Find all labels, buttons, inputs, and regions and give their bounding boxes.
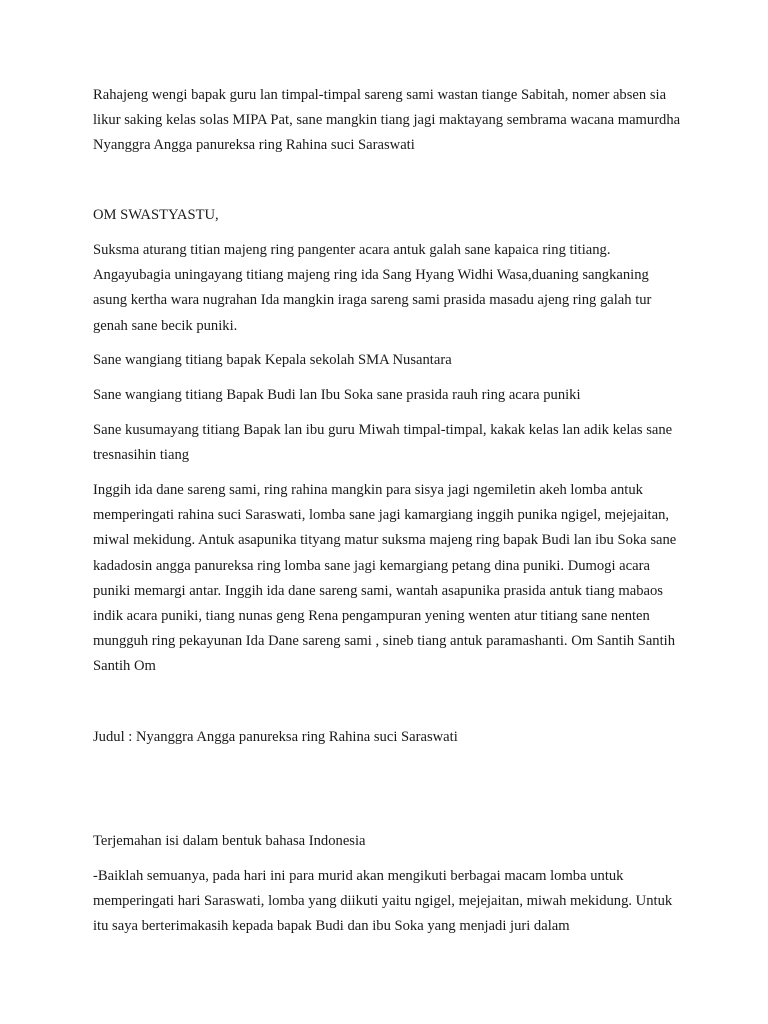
opening-paragraph: Suksma aturang titian majeng ring pangenter acara antuk galah sane kapaica ring titiang. Angayubagia uningayang titiang majeng ring ida Sang Hyang Widhi Wasa,duaning sangkaning asung kertha wara nugrahan Ida mangkin iraga sareng sami prasida masadu ajeng ring galah tur genah sane becik puniki.	[93, 242, 652, 334]
greeting-heading: OM SWASTYASTU,	[93, 207, 219, 223]
translation-heading: Terjemahan isi dalam bentuk bahasa Indonesia	[93, 833, 366, 849]
translation-paragraph: -Baiklah semuanya, pada hari ini para murid akan mengikuti berbagai macam lomba untuk memperingati hari Saraswati, lomba yang diikuti yaitu ngigel, mejejaitan, miwah mekidung. Untuk itu saya berterimakasih kepada bapak Budi dan ibu Soka yang menjadi juri dalam	[93, 868, 673, 935]
salutation-principal: Sane wangiang titiang bapak Kepala sekolah SMA Nusantara	[93, 352, 452, 368]
title-line: Judul : Nyanggra Angga panureksa ring Rahina suci Saraswati	[93, 729, 458, 745]
salutation-teachers: Sane kusumayang titiang Bapak lan ibu guru Miwah timpal-timpal, kakak kelas lan adik kelas sane tresnasihin tiang	[93, 422, 673, 464]
main-speech-paragraph: Inggih ida dane sareng sami, ring rahina mangkin para sisya jagi ngemiletin akeh lomba antuk memperingati rahina suci Saraswati, lomba sane jagi kamargiang inggih punika ngigel, mejejaitan, miwal mekidung. Antuk asapunika tityang matur suksma majeng ring bapak Budi lan ibu Soka sane kadadosin angga panureksa ring lomba sane jagi kemargiang petang dina puniki. Dumogi acara puniki memargi antar. Inggih ida dane sareng sami, wantah asapunika prasida antuk tiang mabaos indik acara puniki, tiang nunas geng Rena pengampuran yening wenten atur titiang sane nenten mungguh ring pekayunan Ida Dane sareng sami , sineb tiang antuk paramashanti. Om Santih Santih Santih Om	[93, 482, 677, 675]
intro-paragraph: Rahajeng wengi bapak guru lan timpal-timpal sareng sami wastan tiange Sabitah, nomer absen sia likur saking kelas solas MIPA Pat, sane mangkin tiang jagi maktayang sembrama wacana mamurdha Nyanggra Angga panureksa ring Rahina suci Saraswati	[93, 87, 681, 154]
salutation-judges: Sane wangiang titiang Bapak Budi lan Ibu Soka sane prasida rauh ring acara puniki	[93, 387, 581, 403]
